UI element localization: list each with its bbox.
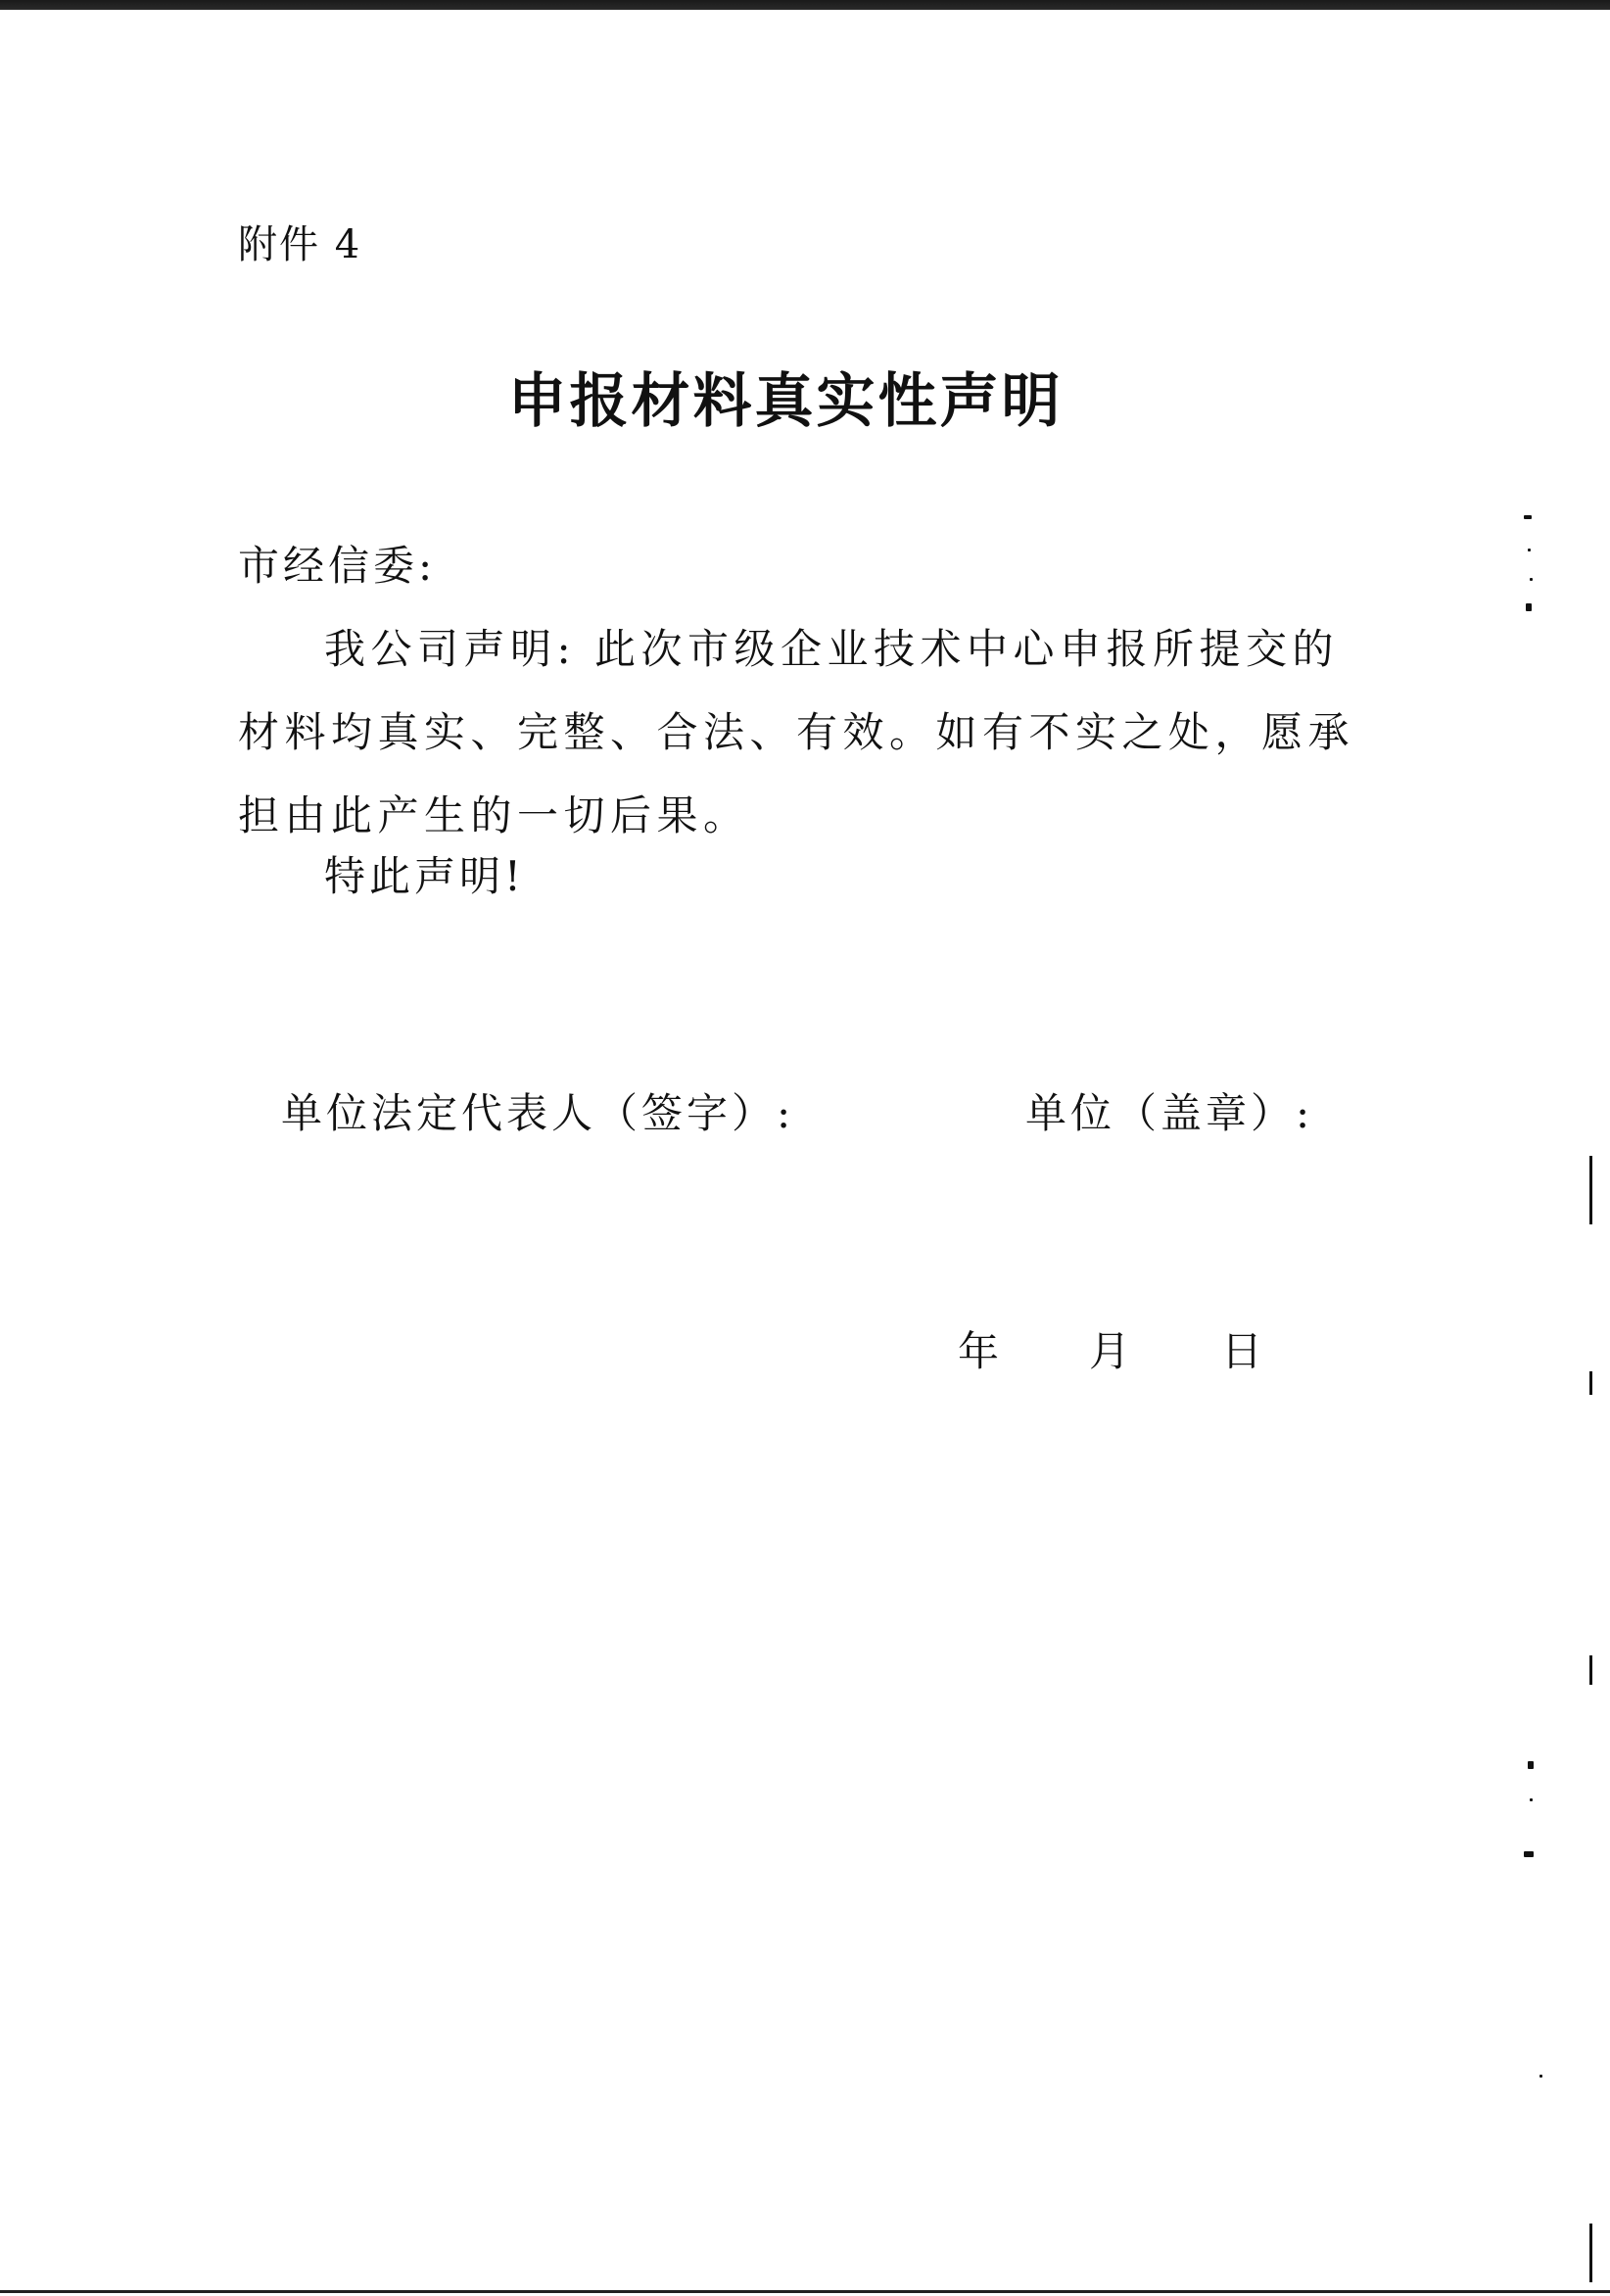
scan-speck bbox=[1530, 1798, 1533, 1801]
scan-bottom-edge bbox=[0, 2290, 1610, 2293]
scan-speck bbox=[1524, 515, 1532, 519]
declaration-body: 我公司声明: 此次市级企业技术中心申报所提交的材料均真实、完整、合法、有效。如有不实之处，愿承担由此产生的一切后果。 bbox=[238, 625, 1355, 839]
scan-edge-line bbox=[1589, 2224, 1592, 2282]
legal-representative-signature-label: 单位法定代表人（签字）: bbox=[281, 1089, 795, 1137]
scan-edge-line bbox=[1589, 1655, 1592, 1685]
scan-speck bbox=[1524, 1851, 1534, 1857]
scan-top-edge bbox=[0, 0, 1610, 10]
scan-speck bbox=[1528, 549, 1531, 551]
closing-statement: 特此声明! bbox=[324, 852, 525, 900]
scan-speck bbox=[1530, 578, 1533, 581]
date-day-label: 日 bbox=[1221, 1327, 1263, 1375]
scan-edge-line bbox=[1589, 1371, 1592, 1395]
scan-speck bbox=[1528, 1761, 1534, 1769]
addressee: 市经信委: bbox=[238, 542, 437, 590]
scan-speck bbox=[1539, 2075, 1542, 2078]
scan-edge-line bbox=[1589, 1156, 1592, 1224]
date-year-label: 年 bbox=[958, 1327, 1000, 1375]
date-month-label: 月 bbox=[1089, 1327, 1131, 1375]
scan-speck bbox=[1526, 603, 1532, 611]
unit-seal-label: 单位（盖章）: bbox=[1025, 1089, 1314, 1137]
document-title: 申报材料真实性声明 bbox=[507, 367, 1064, 436]
annex-label: 附件 4 bbox=[238, 222, 362, 267]
